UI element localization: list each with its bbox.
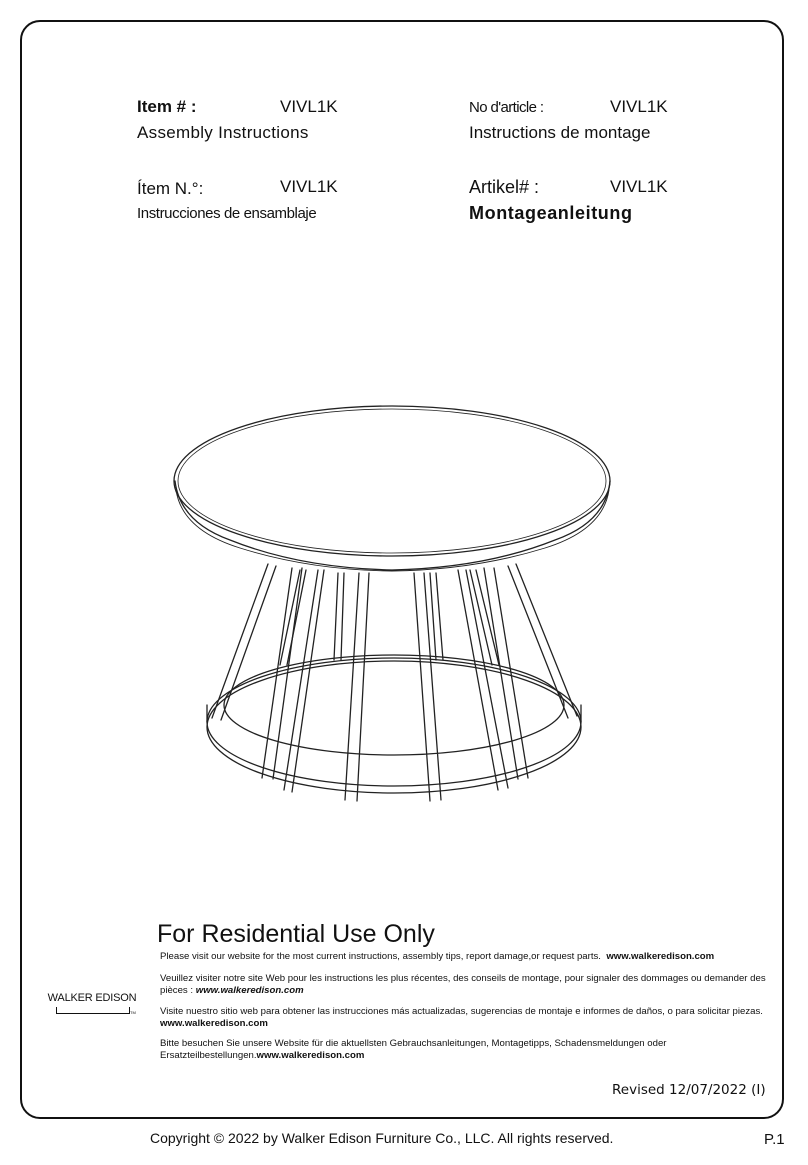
fr-item-label: No d'article : [469, 99, 544, 116]
es-item-value: VIVL1K [280, 177, 338, 196]
logo-bracket [56, 1007, 130, 1014]
de-item-value: VIVL1K [610, 177, 668, 196]
notice-de [160, 1038, 768, 1062]
en-item-label: Item # : [137, 97, 197, 116]
notice-en-url[interactable]: www.walkeredison.com [606, 951, 715, 962]
notice-fr-url[interactable]: www.walkeredison.com [195, 985, 304, 996]
es-title: Instrucciones de ensamblaje [137, 205, 317, 222]
fr-title: Instructions de montage [469, 123, 651, 142]
es-item-label: Ítem N.°: [137, 179, 204, 198]
page-number: P.1 [764, 1131, 785, 1148]
en-title: Assembly Instructions [137, 123, 309, 142]
revision-date: Revised 12/07/2022 (I) [612, 1082, 766, 1098]
notice-en-text: Please visit our website for the most current instructions, assembly tips, report damage,or request parts. [160, 951, 601, 962]
notice-es [160, 1006, 768, 1030]
notice-es-text: Visite nuestro sitio web para obtener las instrucciones más actualizadas, sugerencias de montaje e informes de daños, o para solicitar piezas. [160, 1006, 763, 1017]
fr-item-value: VIVL1K [610, 97, 668, 116]
notice-de-text: Bitte besuchen Sie unsere Website für die aktuellsten Gebrauchsanleitungen, Montagetipps, Schadensmeldungen oder Ersatzteilbestellungen. [160, 1038, 667, 1061]
de-title: Montageanleitung [469, 203, 633, 223]
notice-fr-text: Veuillez visiter notre site Web pour les instructions les plus récentes, des conseils de montage, pour signaler des dommages ou demander des pièces : [160, 973, 766, 996]
en-item-value: VIVL1K [280, 97, 338, 116]
de-item-label: Artikel# : [469, 177, 540, 197]
logo-text: WALKER EDISON [47, 992, 137, 1004]
copyright: Copyright © 2022 by Walker Edison Furniture Co., LLC. All rights reserved. [150, 1130, 614, 1146]
notice-de-url[interactable]: www.walkeredison.com [256, 1050, 365, 1061]
residential-headline: For Residential Use Only [157, 920, 435, 948]
logo-tm: TM [130, 1010, 136, 1015]
notice-en [160, 951, 768, 963]
notice-es-url[interactable]: www.walkeredison.com [160, 1018, 268, 1029]
walker-edison-logo [42, 992, 142, 1018]
notice-fr [160, 973, 768, 997]
